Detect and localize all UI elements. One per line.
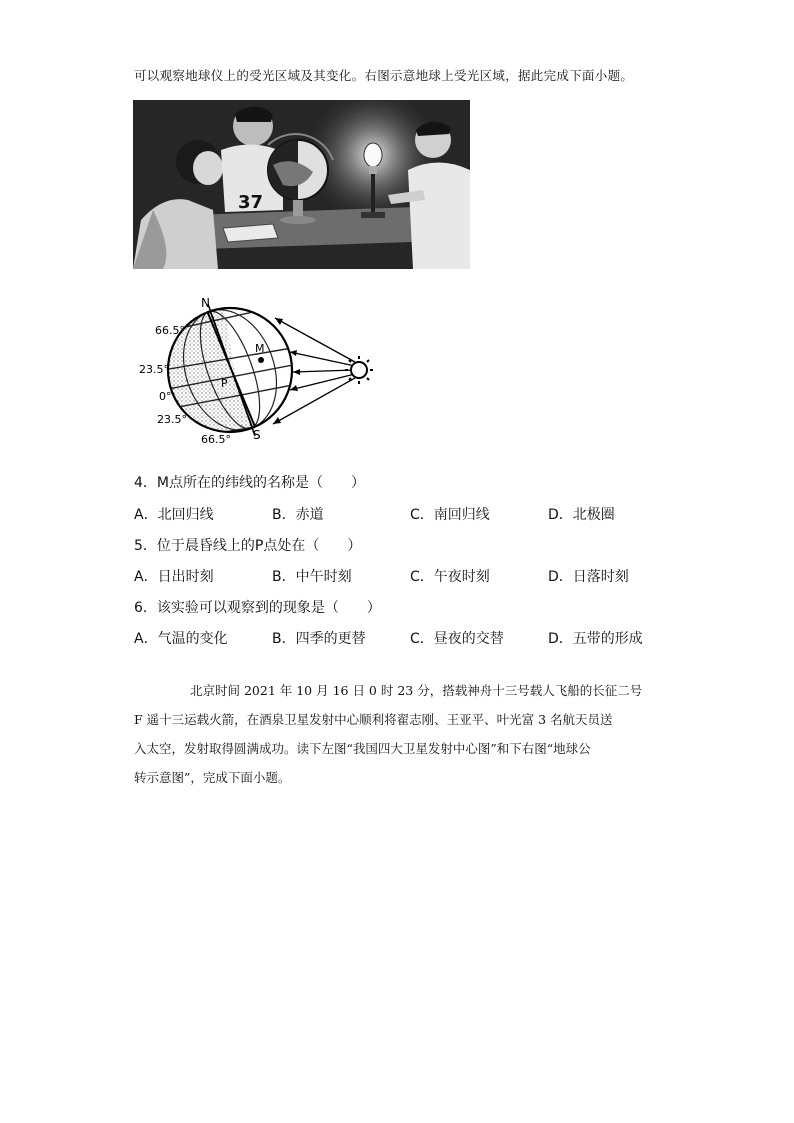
label-lat-66-5-bottom: 66.5° xyxy=(201,433,231,446)
q6-option-c[interactable]: C．昼夜的交替 xyxy=(410,631,504,647)
q6-option-a[interactable]: A．气温的变化 xyxy=(134,631,228,647)
q4-option-b[interactable]: B．赤道 xyxy=(272,507,324,523)
passage xyxy=(134,676,664,792)
intro-text: 可以观察地球仪上的受光区域及其变化。右图示意地球上受光区域，据此完成下面小题。 xyxy=(134,68,634,83)
passage-line-1: 北京时间 2021 年 10 月 16 日 0 时 23 分，搭载神舟十三号载人飞船的长征二号 xyxy=(190,683,643,698)
label-lat-66-5-top: 66.5° xyxy=(155,324,185,337)
q5-option-a[interactable]: A．日出时刻 xyxy=(134,569,214,585)
shirt-number: 37 xyxy=(238,192,264,213)
passage-line-2: F 遥十三运载火箭，在酒泉卫星发射中心顺利将翟志刚、王亚平、叶光富 3 名航天员送 xyxy=(134,712,613,727)
q5-option-c[interactable]: C．午夜时刻 xyxy=(410,569,490,585)
q6-option-d[interactable]: D．五带的形成 xyxy=(548,631,643,647)
question-5-stem: 5．位于晨昏线上的P点处在（ ） xyxy=(134,538,362,554)
label-P: P xyxy=(221,377,228,390)
globe-svg xyxy=(133,292,383,447)
question-4-stem: 4．M点所在的纬线的名称是（ ） xyxy=(134,475,365,491)
q6-option-b[interactable]: B．四季的更替 xyxy=(272,631,366,647)
label-lat-23-5-bottom: 23.5° xyxy=(157,413,187,426)
label-lat-23-5-top: 23.5° xyxy=(139,363,169,376)
passage-line-3: 入太空，发射取得圆满成功。读下左图“我国四大卫星发射中心图”和下右图“地球公 xyxy=(134,741,591,756)
label-M: M xyxy=(255,342,265,355)
experiment-photo-illustration xyxy=(133,100,470,269)
label-N: N xyxy=(201,296,210,310)
q5-option-b[interactable]: B．中午时刻 xyxy=(272,569,352,585)
label-S: S xyxy=(253,428,261,442)
q5-option-d[interactable]: D．日落时刻 xyxy=(548,569,629,585)
q4-option-a[interactable]: A．北回归线 xyxy=(134,507,214,523)
illumination-diagram xyxy=(133,292,383,447)
q4-option-c[interactable]: C．南回归线 xyxy=(410,507,490,523)
passage-line-4: 转示意图”，完成下面小题。 xyxy=(134,770,291,785)
label-lat-0: 0° xyxy=(159,390,172,403)
experiment-photo xyxy=(133,100,470,269)
q4-option-d[interactable]: D．北极圈 xyxy=(548,507,615,523)
question-6-stem: 6．该实验可以观察到的现象是（ ） xyxy=(134,600,381,616)
